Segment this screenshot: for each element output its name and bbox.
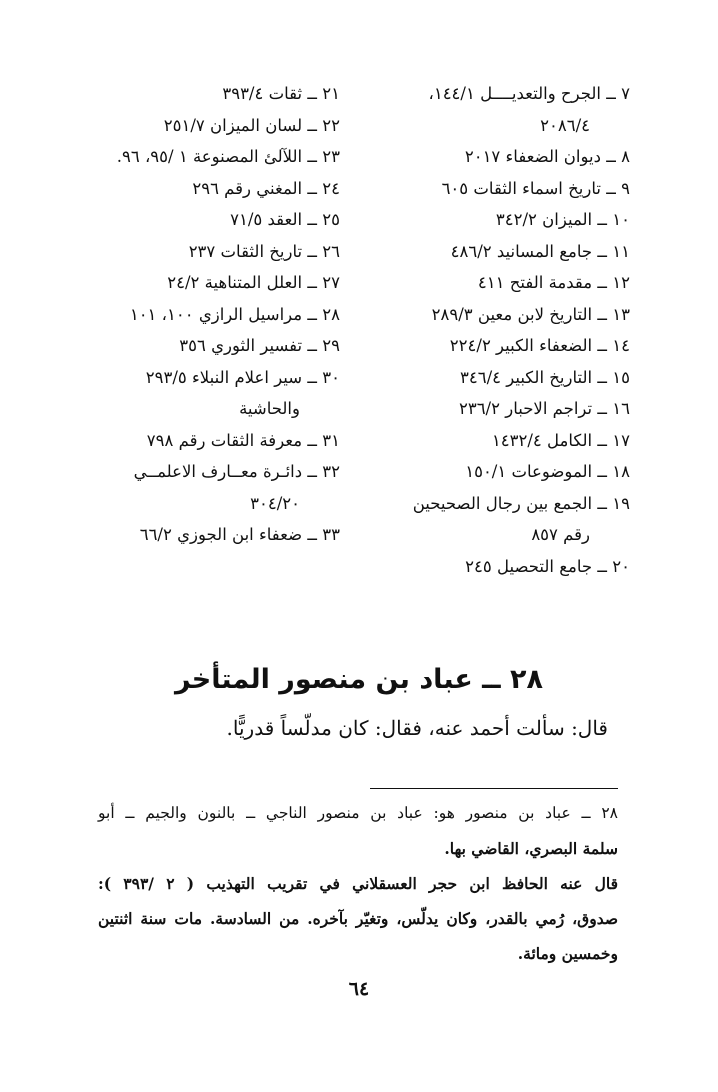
reference-item: ١٩ ــ الجمع بين رجال الصحيحين bbox=[412, 493, 630, 513]
reference-item: ١٦ ــ تراجم الاحبار ٢٣٦/٢ bbox=[458, 399, 630, 418]
reference-item: ١٧ ــ الكامل ١٤٣٢/٤ bbox=[491, 430, 630, 450]
references-left-column bbox=[70, 78, 340, 551]
reference-item: ٢٩ ــ تفسير الثوري ٣٥٦ bbox=[179, 336, 340, 355]
reference-item: ٢٨ ــ مراسيل الرازي ١٠٠، ١٠١ bbox=[129, 304, 340, 324]
reference-continuation: ٣٠٤/٢٠ bbox=[250, 493, 300, 513]
reference-continuation: والحاشية bbox=[239, 399, 300, 418]
reference-item: ١٤ ــ الضعفاء الكبير ٢٢٤/٢ bbox=[449, 336, 630, 355]
reference-item: ٩ ــ تاريخ اسماء الثقات ٦٠٥ bbox=[441, 178, 630, 198]
reference-item: ٨ ــ ديوان الضعفاء ٢٠١٧ bbox=[464, 147, 630, 166]
reference-item: ١١ ــ جامع المسانيد ٤٨٦/٢ bbox=[450, 241, 630, 261]
footnote-separator bbox=[370, 788, 618, 789]
reference-item: ١٣ ــ التاريخ لابن معين ٢٨٩/٣ bbox=[431, 304, 630, 324]
footnote-line: سلمة البصري، القاضي بها. bbox=[444, 839, 618, 858]
reference-item: ١٢ ــ مقدمة الفتح ٤١١ bbox=[477, 273, 630, 292]
reference-continuation: ٢٠٨٦/٤ bbox=[540, 115, 590, 135]
reference-item: ٧ ــ الجرح والتعديــــل ١٤٤/١، bbox=[428, 84, 630, 103]
reference-item: ٢٦ ــ تاريخ الثقات ٢٣٧ bbox=[188, 241, 340, 261]
reference-item: ٢٠ ــ جامع التحصيل ٢٤٥ bbox=[465, 556, 630, 576]
reference-item: ١٨ ــ الموضوعات ١٥٠/١ bbox=[465, 462, 630, 481]
reference-continuation: رقم ٨٥٧ bbox=[531, 525, 590, 544]
entry-heading: ٢٨ ــ عباد بن منصور المتأخر bbox=[174, 664, 544, 695]
entry-text: قال: سألت أحمد عنه، فقال: كان مدلّساً قدريًّا. bbox=[226, 716, 608, 740]
reference-item: ٢٥ ــ العقد ٧١/٥ bbox=[230, 210, 340, 229]
page-number: ٦٤ bbox=[348, 978, 370, 1000]
reference-item: ٢٣ ــ اللآلئ المصنوعة ١ /٩٥، ٩٦. bbox=[116, 147, 340, 166]
reference-item: ١٥ ــ التاريخ الكبير ٣٤٦/٤ bbox=[459, 367, 630, 387]
reference-item: ٢٧ ــ العلل المتناهية ٢٤/٢ bbox=[167, 273, 340, 292]
reference-item: ٣٢ ــ دائـرة معــارف الاعلمــي bbox=[133, 462, 340, 481]
reference-item: ١٠ ــ الميزان ٣٤٢/٢ bbox=[495, 210, 630, 229]
reference-item: ٢٢ ــ لسان الميزان ٢٥١/٧ bbox=[163, 115, 340, 135]
references-list bbox=[60, 78, 630, 618]
footnote-line: قال عنه الحافظ ابن حجر العسقلاني في تقريب التهذيب ( ٢ /٣٩٣ ): bbox=[98, 874, 618, 893]
reference-item: ٢٤ ــ المغني رقم ٢٩٦ bbox=[192, 178, 340, 198]
reference-item: ٣٣ ــ ضعفاء ابن الجوزي ٦٦/٢ bbox=[139, 525, 340, 544]
reference-item: ٢١ ــ ثقات ٣٩٣/٤ bbox=[222, 84, 340, 103]
reference-item: ٣١ ــ معرفة الثقات رقم ٧٩٨ bbox=[146, 430, 340, 450]
references-right-column bbox=[360, 78, 630, 582]
reference-item: ٣٠ ــ سير اعلام النبلاء ٢٩٣/٥ bbox=[145, 367, 340, 387]
footnote-line: وخمسين ومائة. bbox=[517, 944, 618, 963]
footnote-line: صدوق، رُمي بالقدر، وكان يدلّس، وتغيّر بآخره. من السادسة. مات سنة اثنتين bbox=[98, 909, 618, 928]
footnote-line: ٢٨ ــ عباد بن منصور هو: عباد بن منصور الناجي ــ بالنون والجيم ــ أبو bbox=[98, 804, 618, 822]
footnote bbox=[98, 796, 618, 971]
